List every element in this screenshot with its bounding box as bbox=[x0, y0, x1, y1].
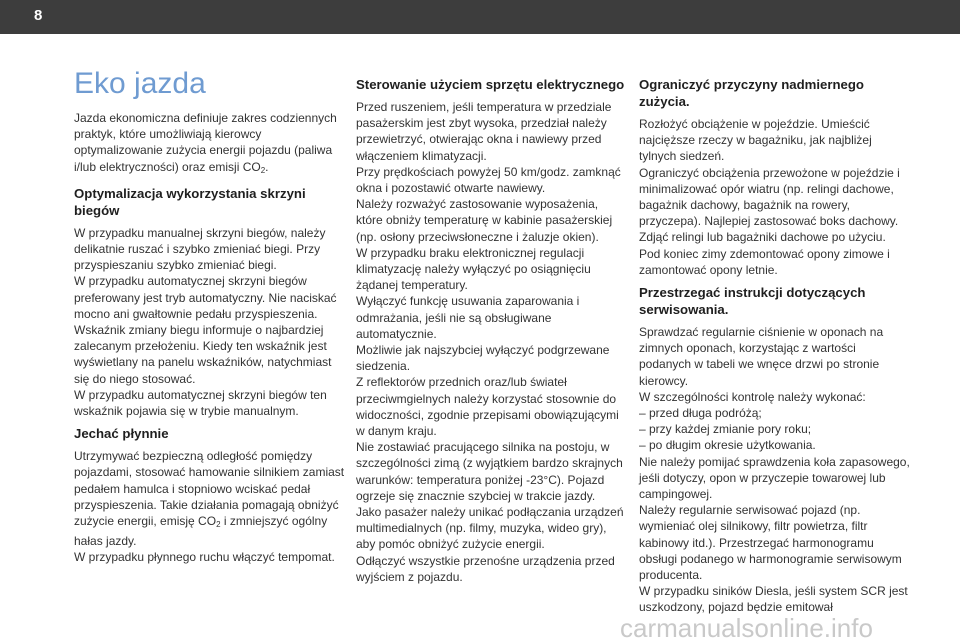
column-right bbox=[639, 76, 911, 622]
page-number: 8 bbox=[34, 7, 43, 24]
intro-text-end: . bbox=[265, 159, 269, 174]
intro-text: Jazda ekonomiczna definiuje zakres codziennych praktyk, które umożliwiają kierowcy optymalizowanie zużycia energii pojazdu (paliwa i/lub elektryczności) oraz emisji CO bbox=[74, 111, 337, 174]
heading-excess-consumption: Ograniczyć przyczyny nadmiernego zużycia. bbox=[639, 77, 864, 109]
paragraph-service-instructions: Sprawdzać regularnie ciśnienie w oponach na zimnych oponach, korzystając z wartości podanych w tabeli we wnęce drzwi po stronie kierowcy. W szczególności kontrolę należy wykonać: – przed długa podróżą; – przy każdej zmianie pory roku; – po długim okresie użytkowania. Nie należy pomijać sprawdzenia koła zapasowego, jeśli dotyczy, opon w przyczepie towarowej lub campingowej. Należy regularnie serwisować pojazd (np. wymieniać olej silnikowy, filtr powietrza, filtr kabinowy itd.). Przestrzegać harmonogramu obsługi podanego w harmonogramie serwisowym producenta. W przypadku siników Diesla, jeśli system SCR jest uszkodzony, pojazd będzie emitował bbox=[639, 325, 910, 615]
smooth-text-end: i zmniejszyć ogólny hałas jazdy. W przypadku płynnego ruchu włączyć tempomat. bbox=[74, 514, 335, 565]
intro-subscript: 2 bbox=[260, 165, 266, 175]
heading-service-instructions: Przestrzegać instrukcji dotyczących serwisowania. bbox=[639, 285, 866, 318]
page-title: Eko jazda bbox=[74, 67, 206, 100]
heading-gearbox: Optymalizacja wykorzystania skrzyni biegów bbox=[74, 185, 306, 218]
column-left bbox=[74, 66, 346, 572]
heading-electric-equipment: Sterowanie użyciem sprzętu elektrycznego bbox=[356, 77, 625, 92]
column-middle bbox=[356, 76, 628, 591]
paragraph-excess-consumption: Rozłożyć obciążenie w pojeździe. Umieścić najcięższe rzeczy w bagażniku, jak najbliżej tylnych siedzeń. Ograniczyć obciążenia przewożone w pojeździe i minimalizować opór wiatru (np. relingi dachowe, bagażnik dachowy, bagażnik na rowery, przyczepa). Najlepiej zastosować boks dachowy. Zdjąć relingi lub bagażniki dachowe po użyciu. Pod koniec zimy zdemontować opony zimowe i zamontować opony letnie. bbox=[639, 117, 900, 277]
paragraph-smooth-driving bbox=[74, 448, 346, 565]
watermark: carmanualsonline.info bbox=[620, 613, 873, 643]
heading-smooth-driving: Jechać płynnie bbox=[74, 426, 169, 442]
paragraph-electric-equipment: Przed ruszeniem, jeśli temperatura w przedziale pasażerskim jest zbyt wysoka, przedział należy przewietrzyć, otwierając okna i nawiewy przed włączeniem klimatyzacji. Przy prędkościach powyżej 50 km/godz. zamknąć okna i pozostawić otwarte nawiewy. Należy rozważyć zastosowanie wyposażenia, które obniży temperaturę w kabinie pasażerskiej (np. osłony przeciwsłoneczne i żaluzje okien). W przypadku braku elektronicznej regulacji klimatyzację należy wyłączyć po osiągnięciu żądanej temperatury. Wyłączyć funkcję usuwania zaparowania i odmrażania, jeśli nie są obsługiwane automatycznie. Możliwie jak najszybciej wyłączyć podgrzewane siedzenia. Z reflektorów przednich oraz/lub świateł przeciwmgielnych należy korzystać stosownie do widoczności, zgodnie przepisami obowiązującymi w danym kraju. Nie zostawiać pracującego silnika na postoju, w szczególności zimą (z wyjątkiem bardzo skrajnych warunków: temperatura poniżej -23°C). Pojazd ogrzeje się znacznie szybciej w trakcie jazdy. Jako pasażer należy unikać podłączania urządzeń multimedialnych (np. filmy, muzyka, wideo gry), aby pomóc obniżyć zużycie energii. Odłączyć wszystkie przenośne urządzenia przed wyjściem z pojazdu. bbox=[356, 100, 624, 584]
smooth-text: Utrzymywać bezpieczną odległość pomiędzy pojazdami, stosować hamowanie silnikiem zamiast pedałem hamulca i stopniowo wciskać pedał przyspieszenia. Takie działania pomagają obniżyć zużycie energii, emisję CO bbox=[74, 449, 345, 529]
intro-paragraph bbox=[74, 110, 346, 179]
page-header-bar bbox=[0, 0, 960, 34]
paragraph-gearbox: W przypadku manualnej skrzyni biegów, należy delikatnie ruszać i szybko zmieniać biegi. Przy przyspieszaniu szybko zmieniać biegi. W przypadku automatycznej skrzyni biegów preferowany jest tryb automatyczny. Nie naciskać mocno ani gwałtownie pedału przyspieszenia. Wskaźnik zmiany biegu informuje o najbardziej zalecanym przełożeniu. Kiedy ten wskaźnik jest wyświetlany na panelu wskaźników, natychmiast się do niego stosować. W przypadku automatycznej skrzyni biegów ten wskaźnik pojawia się w trybie manualnym. bbox=[74, 225, 337, 419]
smooth-subscript: 2 bbox=[216, 520, 221, 530]
